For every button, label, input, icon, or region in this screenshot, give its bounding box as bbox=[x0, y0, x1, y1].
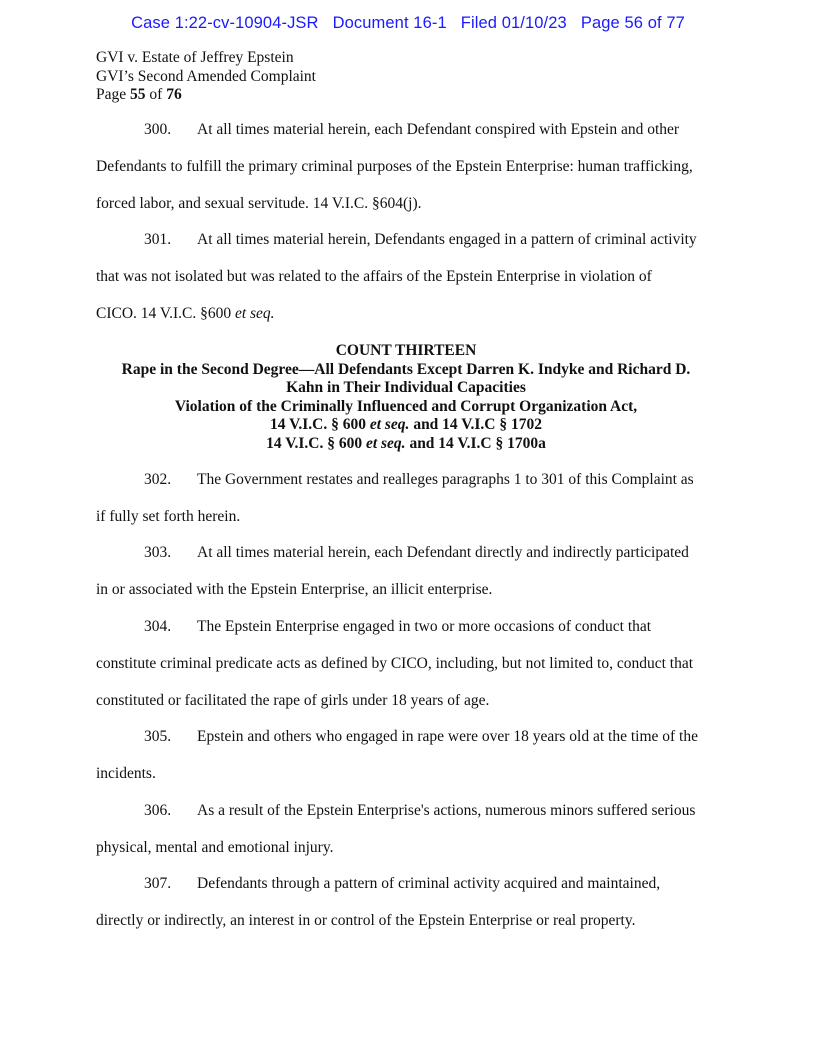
paragraph-line: incidents. bbox=[96, 765, 156, 782]
paragraph-line: that was not isolated but was related to the affairs of the Epstein Enterprise in violation of bbox=[96, 268, 652, 285]
statute-text: 14 V.I.C. § 600 bbox=[266, 434, 366, 452]
paragraph-number: 307. bbox=[144, 875, 172, 892]
document-caption bbox=[96, 49, 316, 105]
page-total: 76 bbox=[166, 86, 182, 103]
paragraph-line: At all times material herein, each Defendant conspired with Epstein and other bbox=[197, 121, 680, 138]
document-number: Document 16-1 bbox=[332, 14, 447, 32]
page-prefix: Page bbox=[96, 86, 131, 103]
paragraph-line: in or associated with the Epstein Enterprise, an illicit enterprise. bbox=[96, 581, 493, 598]
citation-text: CICO. 14 V.I.C. §600 bbox=[96, 305, 235, 322]
filed-date: Filed 01/10/23 bbox=[460, 14, 567, 32]
paragraph-number: 305. bbox=[144, 728, 172, 745]
paragraph-line: At all times material herein, each Defendant directly and indirectly participated bbox=[197, 544, 689, 561]
paragraph-number: 306. bbox=[144, 802, 172, 819]
count-heading bbox=[96, 342, 716, 453]
paragraph-number: 304. bbox=[144, 618, 172, 635]
page-of: of bbox=[145, 86, 167, 103]
citation-italic: et seq. bbox=[234, 305, 275, 322]
paragraph-line: Defendants to fulfill the primary criminal purposes of the Epstein Enterprise: human trafficking, bbox=[96, 158, 693, 175]
paragraph-line: As a result of the Epstein Enterprise's actions, numerous minors suffered serious bbox=[197, 802, 696, 819]
paragraph-number: 301. bbox=[144, 231, 172, 248]
paragraph-line: directly or indirectly, an interest in or control of the Epstein Enterprise or real property. bbox=[96, 912, 636, 929]
ecf-header-stamp bbox=[0, 14, 816, 33]
paragraph-number: 300. bbox=[144, 121, 172, 138]
caption-document-title: GVI’s Second Amended Complaint bbox=[96, 67, 316, 85]
paragraph-line: At all times material herein, Defendants engaged in a pattern of criminal activity bbox=[197, 231, 697, 248]
caption-page-number bbox=[96, 86, 316, 105]
count-title: COUNT THIRTEEN bbox=[335, 342, 477, 359]
paragraph-line: The Epstein Enterprise engaged in two or more occasions of conduct that bbox=[197, 618, 652, 635]
caption-case-title: GVI v. Estate of Jeffrey Epstein bbox=[96, 49, 294, 66]
paragraph-line: The Government restates and realleges paragraphs 1 to 301 of this Complaint as bbox=[197, 471, 694, 488]
count-subtitle: Kahn in Their Individual Capacities bbox=[286, 379, 526, 396]
paragraph-line: constituted or facilitated the rape of girls under 18 years of age. bbox=[96, 692, 490, 709]
case-number: Case 1:22-cv-10904-JSR bbox=[131, 14, 319, 32]
count-statute bbox=[96, 435, 716, 454]
paragraph-line: Defendants through a pattern of criminal activity acquired and maintained, bbox=[197, 875, 661, 892]
count-subtitle: Rape in the Second Degree—All Defendants Except Darren K. Indyke and Richard D. bbox=[121, 360, 691, 378]
paragraph-number: 302. bbox=[144, 471, 172, 488]
page-count: Page 56 of 77 bbox=[580, 14, 685, 32]
page-num: 55 bbox=[130, 86, 146, 103]
paragraph-line: forced labor, and sexual servitude. 14 V.I.C. §604(j). bbox=[96, 195, 422, 212]
paragraph-line: physical, mental and emotional injury. bbox=[96, 839, 334, 856]
statute-text: 14 V.I.C. § 600 bbox=[270, 416, 370, 433]
statute-italic: et seq. bbox=[369, 416, 410, 433]
statute-text: and 14 V.I.C § 1700a bbox=[405, 434, 546, 452]
paragraph-line: Epstein and others who engaged in rape were over 18 years old at the time of the bbox=[197, 728, 698, 745]
paragraph-line: if fully set forth herein. bbox=[96, 508, 241, 525]
paragraph-line: constitute criminal predicate acts as defined by CICO, including, but not limited to, conduct that bbox=[96, 655, 694, 672]
paragraph-number: 303. bbox=[144, 544, 172, 561]
statute-italic: et seq. bbox=[365, 434, 406, 452]
statute-text: and 14 V.I.C § 1702 bbox=[409, 416, 542, 433]
count-statute bbox=[96, 416, 716, 435]
paragraph-line bbox=[96, 305, 275, 323]
count-statute: Violation of the Criminally Influenced and Corrupt Organization Act, bbox=[174, 397, 638, 415]
